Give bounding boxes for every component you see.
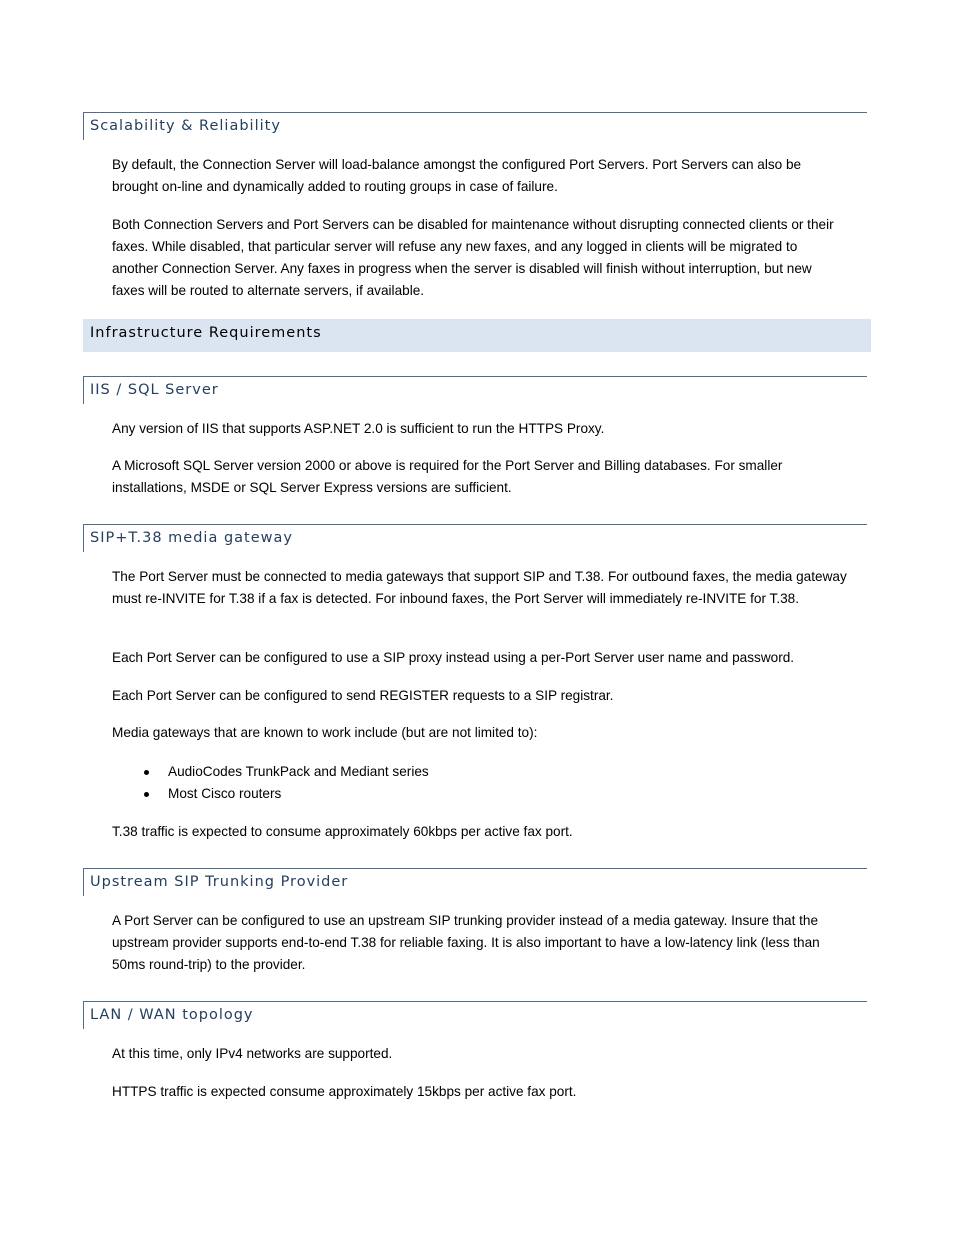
heading-text: Upstream SIP Trunking Provider (90, 874, 349, 890)
heading-text: Infrastructure Requirements (90, 325, 322, 341)
section-heading-iis-sql (83, 376, 867, 404)
bullet-icon (144, 770, 149, 775)
paragraph: Both Connection Servers and Port Servers can be disabled for maintenance without disrupting connected clients or their faxes. While disabled, that particular server will refuse any new faxes, and any logged in clients will be migrated to another Connection Server. Any faxes in progress when the server is disabled will finish without interruption, but new faxes will be routed to alternate servers, if available. (112, 217, 834, 298)
heading-text: Scalability & Reliability (90, 118, 281, 134)
heading-text: IIS / SQL Server (90, 382, 219, 398)
paragraph: Media gateways that are known to work include (but are not limited to): (112, 725, 538, 740)
section-heading-upstream (83, 868, 867, 896)
section-heading-scalability (83, 112, 867, 140)
paragraph: HTTPS traffic is expected consume approximately 15kbps per active fax port. (112, 1084, 577, 1099)
heading-text: LAN / WAN topology (90, 1007, 254, 1023)
paragraph: Each Port Server can be configured to send REGISTER requests to a SIP registrar. (112, 688, 614, 703)
paragraph: A Port Server can be configured to use an upstream SIP trunking provider instead of a media gateway. Insure that the upstream provider supports end-to-end T.38 for reliable faxing. It is also important to have a low-latency link (less than 50ms round-trip) to the provider. (112, 913, 820, 972)
list-item-text: AudioCodes TrunkPack and Mediant series (168, 764, 429, 779)
paragraph: By default, the Connection Server will load-balance amongst the configured Port Servers. Port Servers can also be brought on-line and dynamically added to routing groups in case of failure. (112, 157, 802, 194)
paragraph: At this time, only IPv4 networks are supported. (112, 1046, 393, 1061)
paragraph: Any version of IIS that supports ASP.NET 2.0 is sufficient to run the HTTPS Proxy. (112, 421, 605, 436)
list-item (140, 783, 840, 805)
paragraph: A Microsoft SQL Server version 2000 or above is required for the Port Server and Billing databases. For smaller installations, MSDE or SQL Server Express versions are sufficient. (112, 458, 783, 495)
paragraph: The Port Server must be connected to media gateways that support SIP and T.38. For outbound faxes, the media gateway must re-INVITE for T.38 if a fax is detected. For inbound faxes, the Port Server will immediately re-INVITE for T.38. (112, 569, 847, 606)
heading-text: SIP+T.38 media gateway (90, 530, 293, 546)
bullet-icon (144, 792, 149, 797)
section-heading-sip-gateway (83, 524, 867, 552)
paragraph: Each Port Server can be configured to use a SIP proxy instead using a per-Port Server user name and password. (112, 650, 795, 665)
section-heading-lan-wan (83, 1001, 867, 1029)
list-item-text: Most Cisco routers (168, 786, 282, 801)
list-item (140, 761, 840, 783)
paragraph: T.38 traffic is expected to consume approximately 60kbps per active fax port. (112, 824, 573, 839)
section-heading-infrastructure (83, 319, 871, 352)
